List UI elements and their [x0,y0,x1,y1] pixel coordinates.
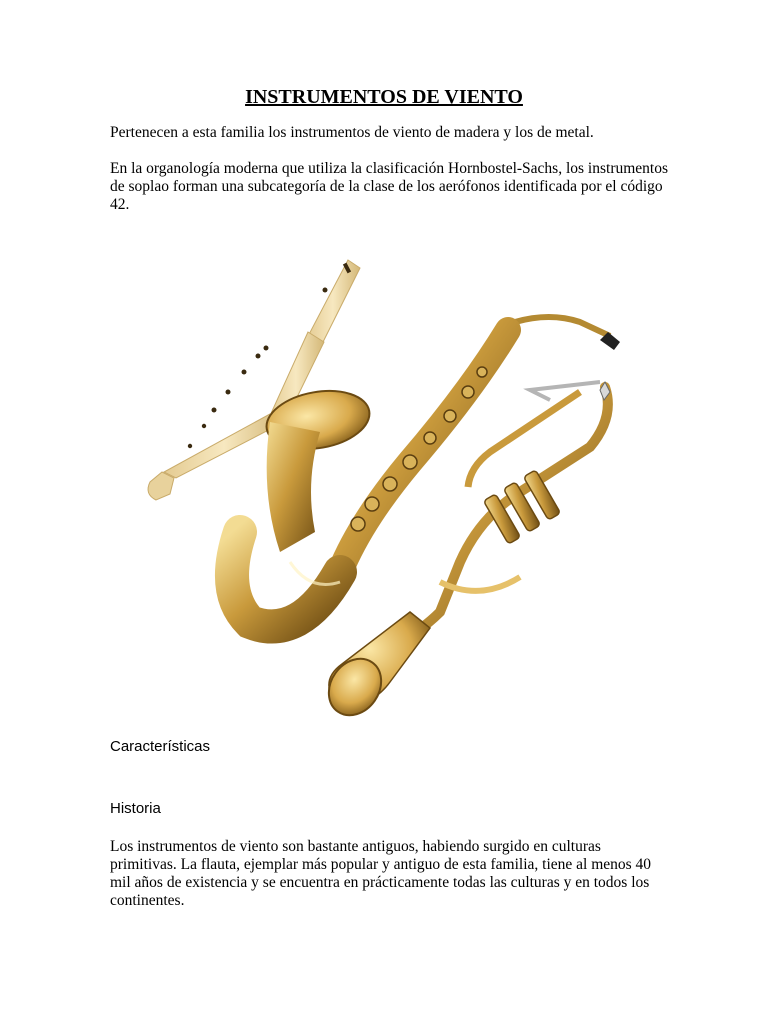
page-title: INSTRUMENTOS DE VIENTO [245,86,523,108]
wind-instruments-image [110,232,670,722]
classification-paragraph: En la organología moderna que utiliza la clasificación Hornbostel-Sachs, los instrumentos de soplao forman una subcategoría de la clase de los aerófonos identificada por el código 42. [110,160,668,213]
section-heading-historia: Historia [110,800,161,817]
section-heading-caracteristicas: Características [110,738,211,755]
history-paragraph: Los instrumentos de viento son bastante antiguos, habiendo surgido en culturas primitivas. La flauta, ejemplar más popular y antiguo de esta familia, tiene al menos 40 mil años de existencia y se encuentra en prácticamente todas las culturas y en todos los continentes. [110,838,652,909]
saxophone-image [232,317,620,626]
intro-paragraph: Pertenecen a esta familia los instrumentos de viento de madera y los de metal. [110,124,594,141]
recorder-image [148,260,360,500]
